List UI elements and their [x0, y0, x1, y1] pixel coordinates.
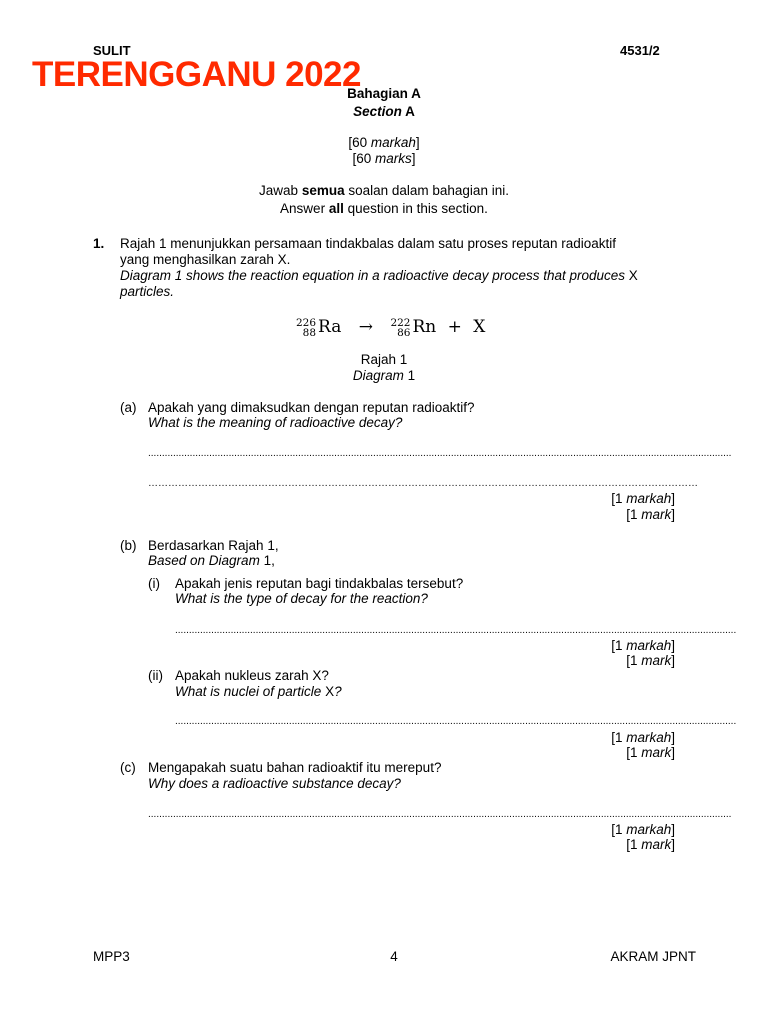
part-b-i-label: (i)	[148, 576, 160, 591]
part-a-marks-en: [1 mark]	[626, 507, 675, 522]
part-b-i-marks-en: [1 mark]	[626, 653, 675, 668]
answer-line-a1[interactable]: ..................................................................................................................................................................................................................	[148, 448, 732, 459]
reaction-arrow: →	[358, 317, 374, 337]
answer-line-b-i[interactable]: ..........................................................................................................................................................................................................	[175, 625, 737, 636]
section-title-en: Section A	[353, 104, 415, 119]
part-a-question-ms: Apakah yang dimaksudkan dengan reputan radioaktif?	[148, 400, 475, 415]
part-b-ii-marks-en: [1 mark]	[626, 745, 675, 760]
decay-equation	[296, 313, 485, 341]
part-b-label: (b)	[120, 538, 137, 553]
q1-intro-en-line1: Diagram 1 shows the reaction equation in a radioactive decay process that produces X	[120, 268, 638, 283]
radon-nucleon-numbers: 222 86	[390, 316, 411, 339]
instruction-ms: Jawab semua soalan dalam bahagian ini.	[259, 183, 509, 198]
plus-sign: +	[447, 317, 462, 337]
part-b-ii-question-en: What is nuclei of particle X?	[175, 684, 342, 699]
section-title-ms: Bahagian A	[347, 86, 421, 101]
footer-right: AKRAM JPNT	[610, 949, 696, 964]
part-b-intro-en: Based on Diagram 1,	[148, 553, 275, 568]
q1-intro-ms-line1: Rajah 1 menunjukkan persamaan tindakbalas dalam satu proses reputan radioaktif	[120, 236, 617, 251]
part-a-label: (a)	[120, 400, 137, 415]
part-c-question-ms: Mengapakah suatu bahan radioaktif itu mereput?	[148, 760, 442, 775]
part-c-question-en: Why does a radioactive substance decay?	[148, 776, 401, 791]
footer-left: MPP3	[93, 949, 130, 964]
instruction-en: Answer all question in this section.	[280, 201, 488, 216]
part-a-marks-ms: [1 markah]	[611, 491, 675, 506]
part-b-ii-label: (ii)	[148, 668, 163, 683]
page-number: 4	[390, 949, 398, 964]
part-c-marks-en: [1 mark]	[626, 837, 675, 852]
header-sulit: SULIT	[93, 43, 131, 58]
question-number: 1.	[93, 236, 105, 251]
part-b-i-question-ms: Apakah jenis reputan bagi tindakbalas tersebut?	[175, 576, 464, 591]
radon-symbol: Rn	[412, 317, 437, 337]
answer-line-b-ii[interactable]: ..........................................................................................................................................................................................................	[175, 716, 737, 727]
particle-x-symbol: X	[473, 317, 486, 337]
part-b-ii-marks-ms: [1 markah]	[611, 730, 675, 745]
part-a-question-en: What is the meaning of radioactive decay?	[148, 415, 403, 430]
header-paper-code: 4531/2	[620, 43, 660, 58]
diagram-label-ms: Rajah 1	[360, 352, 408, 367]
section-marks-ms: [60 markah]	[348, 135, 420, 150]
answer-line-a2[interactable]: …………………………………………………………………………………………………………………………………………………	[148, 478, 698, 489]
part-b-i-question-en: What is the type of decay for the reaction?	[175, 591, 428, 606]
answer-line-c[interactable]: ..................................................................................................................................................................................................................	[148, 809, 732, 820]
q1-intro-en-line2: particles.	[120, 284, 175, 299]
terengganu-stamp: TERENGGANU 2022	[32, 55, 361, 94]
part-b-i-marks-ms: [1 markah]	[611, 638, 675, 653]
part-c-label: (c)	[120, 760, 136, 775]
diagram-label-en: Diagram 1	[352, 368, 416, 383]
q1-intro-ms-line2: yang menghasilkan zarah X.	[120, 252, 291, 267]
part-c-marks-ms: [1 markah]	[611, 822, 675, 837]
radium-symbol: Ra	[318, 317, 342, 337]
part-b-ii-question-ms: Apakah nukleus zarah X?	[175, 668, 329, 683]
part-b-intro-ms: Berdasarkan Rajah 1,	[148, 538, 279, 553]
radium-nucleon-numbers: 226 88	[296, 316, 317, 339]
section-marks-en: [60 marks]	[352, 151, 416, 166]
